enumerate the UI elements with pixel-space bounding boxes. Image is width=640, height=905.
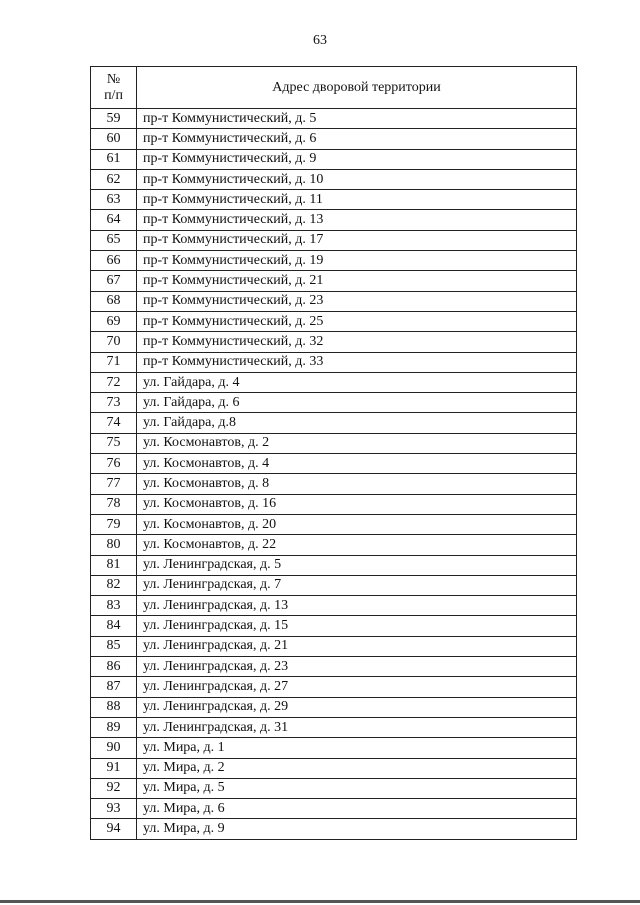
table-row — [91, 210, 577, 230]
row-address: ул. Космонавтов, д. 22 — [137, 535, 577, 555]
row-number: 77 — [91, 474, 137, 494]
row-number: 88 — [91, 697, 137, 717]
table-row — [91, 291, 577, 311]
table-row — [91, 454, 577, 474]
row-number: 61 — [91, 149, 137, 169]
table-row — [91, 778, 577, 798]
row-address: ул. Космонавтов, д. 20 — [137, 514, 577, 534]
row-address: ул. Гайдара, д. 6 — [137, 393, 577, 413]
row-address: ул. Мира, д. 6 — [137, 799, 577, 819]
table-row — [91, 657, 577, 677]
row-number: 79 — [91, 514, 137, 534]
row-number: 84 — [91, 616, 137, 636]
row-address: ул. Мира, д. 9 — [137, 819, 577, 839]
row-number: 73 — [91, 393, 137, 413]
row-address: ул. Ленинградская, д. 21 — [137, 636, 577, 656]
row-address: ул. Мира, д. 2 — [137, 758, 577, 778]
row-number: 86 — [91, 657, 137, 677]
row-address: пр-т Коммунистический, д. 17 — [137, 230, 577, 250]
table-row — [91, 494, 577, 514]
table-row — [91, 799, 577, 819]
row-number: 60 — [91, 129, 137, 149]
row-number: 64 — [91, 210, 137, 230]
table-row — [91, 697, 577, 717]
table-row — [91, 575, 577, 595]
row-address: ул. Ленинградская, д. 27 — [137, 677, 577, 697]
row-number: 59 — [91, 109, 137, 129]
row-number: 92 — [91, 778, 137, 798]
row-address: ул. Космонавтов, д. 16 — [137, 494, 577, 514]
row-number: 67 — [91, 271, 137, 291]
row-number: 66 — [91, 251, 137, 271]
row-number: 74 — [91, 413, 137, 433]
table-row — [91, 535, 577, 555]
row-address: ул. Ленинградская, д. 13 — [137, 596, 577, 616]
page-number: 63 — [313, 33, 327, 48]
row-number: 91 — [91, 758, 137, 778]
table-row — [91, 596, 577, 616]
table-row — [91, 129, 577, 149]
row-number: 90 — [91, 738, 137, 758]
row-address: пр-т Коммунистический, д. 19 — [137, 251, 577, 271]
row-address: пр-т Коммунистический, д. 32 — [137, 332, 577, 352]
row-address: ул. Ленинградская, д. 7 — [137, 575, 577, 595]
table-row — [91, 149, 577, 169]
table-row — [91, 190, 577, 210]
row-address: пр-т Коммунистический, д. 21 — [137, 271, 577, 291]
address-table — [90, 66, 577, 840]
row-number: 93 — [91, 799, 137, 819]
row-address: пр-т Коммунистический, д. 33 — [137, 352, 577, 372]
row-number: 75 — [91, 433, 137, 453]
table-row — [91, 433, 577, 453]
table-row — [91, 332, 577, 352]
row-number: 78 — [91, 494, 137, 514]
table-row — [91, 413, 577, 433]
row-address: ул. Мира, д. 5 — [137, 778, 577, 798]
row-number: 72 — [91, 372, 137, 392]
row-number: 63 — [91, 190, 137, 210]
row-address: ул. Космонавтов, д. 8 — [137, 474, 577, 494]
table-row — [91, 636, 577, 656]
row-number: 83 — [91, 596, 137, 616]
table-row — [91, 271, 577, 291]
row-number: 76 — [91, 454, 137, 474]
row-address: ул. Космонавтов, д. 2 — [137, 433, 577, 453]
row-number: 62 — [91, 169, 137, 189]
table-row — [91, 738, 577, 758]
row-number: 94 — [91, 819, 137, 839]
row-address: ул. Гайдара, д. 4 — [137, 372, 577, 392]
header-number-cell — [91, 67, 137, 109]
row-address: пр-т Коммунистический, д. 6 — [137, 129, 577, 149]
row-address: ул. Ленинградская, д. 5 — [137, 555, 577, 575]
row-address: ул. Ленинградская, д. 15 — [137, 616, 577, 636]
row-address: пр-т Коммунистический, д. 9 — [137, 149, 577, 169]
row-number: 89 — [91, 717, 137, 737]
table-row — [91, 109, 577, 129]
table-header — [91, 67, 577, 109]
row-address: пр-т Коммунистический, д. 25 — [137, 311, 577, 331]
table-row — [91, 717, 577, 737]
header-row — [91, 67, 577, 109]
table-row — [91, 393, 577, 413]
row-number: 82 — [91, 575, 137, 595]
table-row — [91, 352, 577, 372]
row-address: пр-т Коммунистический, д. 5 — [137, 109, 577, 129]
row-number: 65 — [91, 230, 137, 250]
table-row — [91, 758, 577, 778]
table-row — [91, 514, 577, 534]
table-row — [91, 230, 577, 250]
row-address: ул. Гайдара, д.8 — [137, 413, 577, 433]
table-row — [91, 616, 577, 636]
row-number: 81 — [91, 555, 137, 575]
table-row — [91, 372, 577, 392]
row-number: 69 — [91, 311, 137, 331]
row-address: ул. Ленинградская, д. 29 — [137, 697, 577, 717]
row-number: 80 — [91, 535, 137, 555]
scan-bottom-edge — [0, 900, 640, 903]
table-row — [91, 677, 577, 697]
row-address: ул. Мира, д. 1 — [137, 738, 577, 758]
table-row — [91, 251, 577, 271]
table-row — [91, 169, 577, 189]
row-address: пр-т Коммунистический, д. 23 — [137, 291, 577, 311]
row-number: 87 — [91, 677, 137, 697]
table-row — [91, 474, 577, 494]
table-row — [91, 311, 577, 331]
row-address: ул. Космонавтов, д. 4 — [137, 454, 577, 474]
row-address: пр-т Коммунистический, д. 13 — [137, 210, 577, 230]
header-address-cell: Адрес дворовой территории — [137, 67, 577, 109]
row-address: пр-т Коммунистический, д. 11 — [137, 190, 577, 210]
table-row — [91, 819, 577, 839]
row-address: ул. Ленинградская, д. 31 — [137, 717, 577, 737]
row-number: 68 — [91, 291, 137, 311]
header-number-abbr: п/п — [104, 87, 123, 103]
table-body — [91, 109, 577, 840]
header-number-sign: № — [106, 71, 121, 87]
table-row — [91, 555, 577, 575]
row-address: ул. Ленинградская, д. 23 — [137, 657, 577, 677]
row-number: 70 — [91, 332, 137, 352]
row-number: 85 — [91, 636, 137, 656]
row-address: пр-т Коммунистический, д. 10 — [137, 169, 577, 189]
row-number: 71 — [91, 352, 137, 372]
